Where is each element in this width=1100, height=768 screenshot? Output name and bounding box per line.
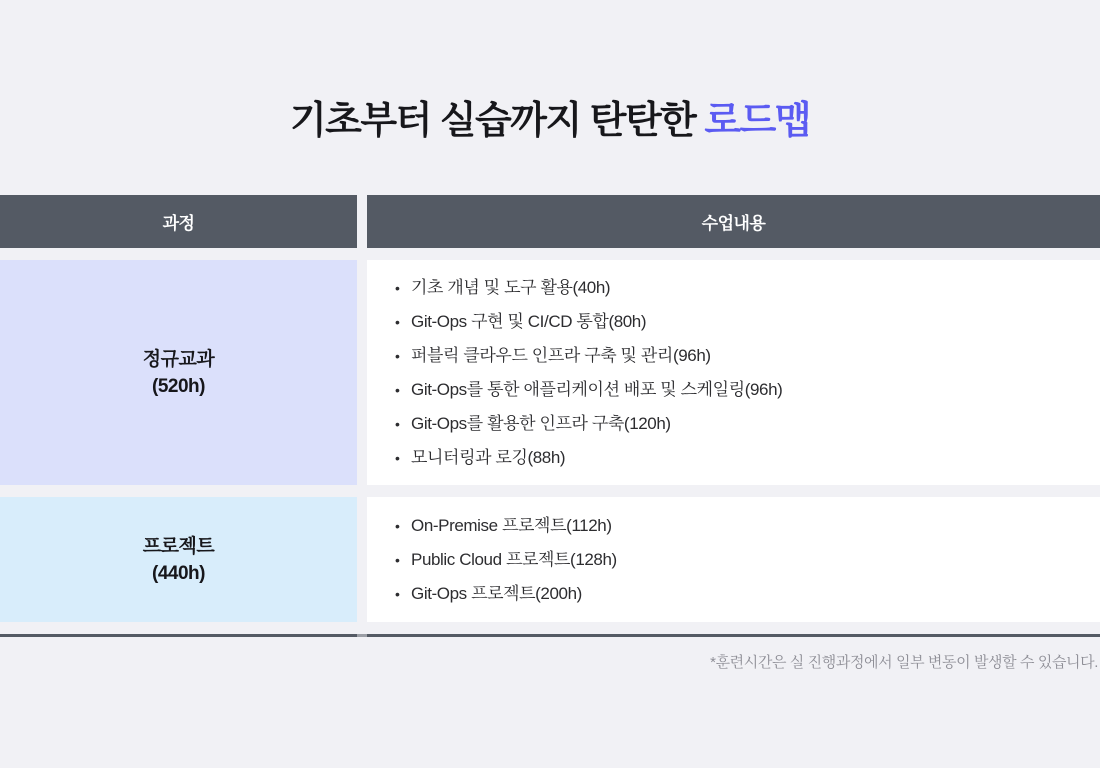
bullet-item [395, 441, 1100, 475]
bullet-item [395, 407, 1100, 441]
bullet-item [395, 271, 1100, 305]
course-name: 프로젝트 [142, 535, 215, 557]
bullet-dot-icon: • [395, 313, 400, 330]
content-cell-project [367, 497, 1100, 622]
footnote: *훈련시간은 실 진행과정에서 일부 변동이 발생할 수 있습니다. [710, 654, 1098, 671]
bullet-dot-icon: • [395, 449, 400, 466]
content-cell-regular [367, 260, 1100, 485]
column-header-content: 수업내용 [367, 195, 1100, 248]
roadmap-table [0, 195, 1100, 637]
bullet-text: 기초 개념 및 도구 활용(40h) [411, 277, 611, 297]
course-hours: (440h) [152, 562, 205, 584]
bullet-text: Git-Ops 구현 및 CI/CD 통합(80h) [411, 311, 647, 331]
title-text: 기초부터 실습까지 탄탄한 [289, 100, 705, 142]
bullet-item [395, 339, 1100, 373]
column-gap-cover [357, 634, 367, 637]
bullet-item [395, 373, 1100, 407]
bullet-dot-icon: • [395, 551, 400, 568]
bullet-item [395, 577, 1100, 611]
course-name: 정규교과 [142, 348, 215, 370]
bullet-text: Git-Ops를 통한 애플리케이션 배포 및 스케일링(96h) [411, 379, 783, 399]
bullet-dot-icon: • [395, 517, 400, 534]
bullet-dot-icon: • [395, 415, 400, 432]
bullet-item [395, 543, 1100, 577]
page-title [0, 98, 1100, 144]
bullet-dot-icon: • [395, 381, 400, 398]
bullet-text: 퍼블릭 클라우드 인프라 구축 및 관리(96h) [411, 345, 711, 365]
bullet-item [395, 305, 1100, 339]
bullet-text: Git-Ops 프로젝트(200h) [411, 583, 582, 603]
bullet-text: 모니터링과 로깅(88h) [411, 447, 566, 467]
bullet-text: Public Cloud 프로젝트(128h) [411, 549, 617, 569]
course-hours: (520h) [152, 375, 205, 397]
bullet-dot-icon: • [395, 279, 400, 296]
bullet-item [395, 509, 1100, 543]
bullet-dot-icon: • [395, 585, 400, 602]
course-cell-project [0, 497, 357, 622]
course-cell-regular [0, 260, 357, 485]
title-highlight: 로드맵 [704, 100, 811, 142]
bullet-dot-icon: • [395, 347, 400, 364]
table-bottom-rule [0, 634, 1100, 637]
column-header-course: 과정 [0, 195, 357, 248]
bullet-text: Git-Ops를 활용한 인프라 구축(120h) [411, 413, 671, 433]
bullet-text: On-Premise 프로젝트(112h) [411, 515, 612, 535]
